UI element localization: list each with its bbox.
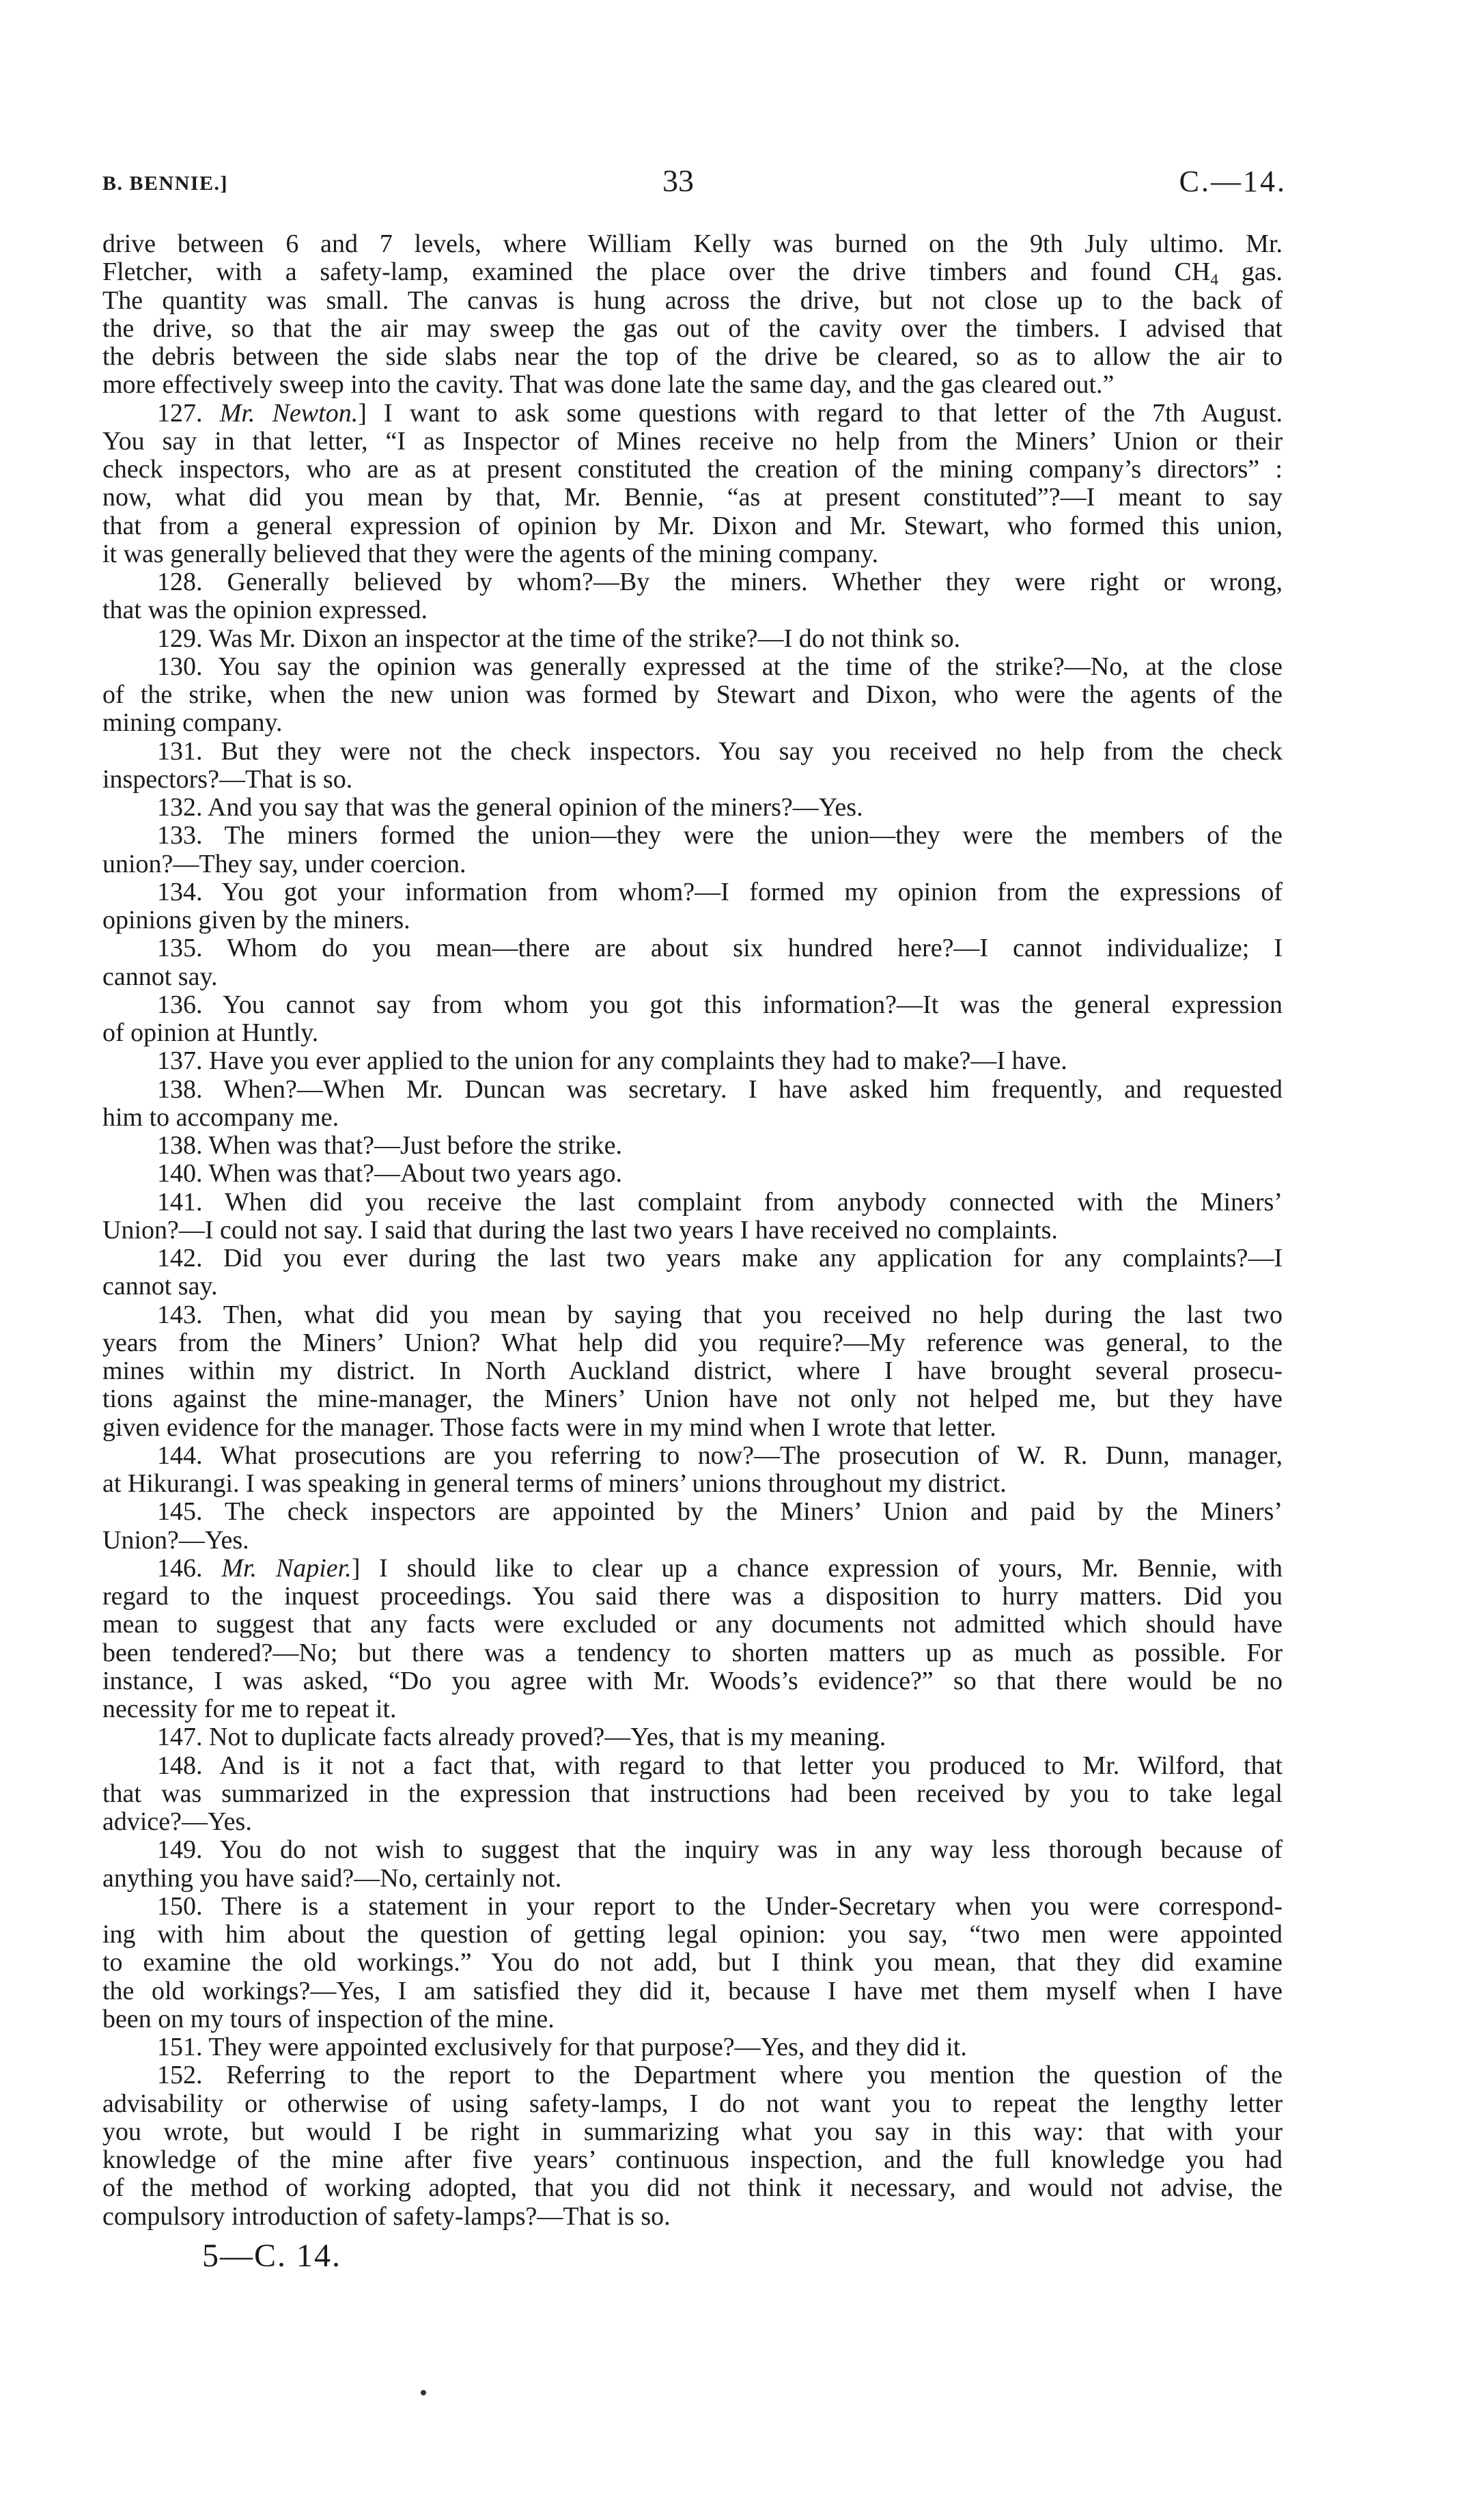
text-line: 130. You say the opinion was generally expressed at the time of the strike?—No, at the close (157, 652, 1283, 681)
text-line: check inspectors, who are as at present constituted the creation of the mining company’s directors” : (102, 456, 1283, 484)
text-line: 136. You cannot say from whom you got this information?—It was the general expression (157, 990, 1283, 1019)
text-line: him to accompany me. (102, 1103, 339, 1132)
text-line: 141. When did you receive the last complaint from anybody connected with the Miners’ (157, 1188, 1283, 1216)
text-line: Union?—Yes. (102, 1526, 249, 1555)
text-line: The quantity was small. The canvas is hung across the drive, but not close up to the back of (102, 286, 1283, 315)
text-line: of opinion at Huntly. (102, 1019, 319, 1047)
text-line: Union?—I could not say. I said that during the last two years I have received no complaints. (102, 1216, 1058, 1244)
text-line: now, what did you mean by that, Mr. Bennie, “as at present constituted”?—I meant to say (102, 484, 1283, 512)
body-text (102, 230, 1283, 2231)
text-line: 132. And you say that was the general opinion of the miners?—Yes. (157, 794, 863, 822)
text-line: compulsory introduction of safety-lamps?—That is so. (102, 2202, 671, 2231)
text-line: 150. There is a statement in your report to the Under-Secretary when you were correspond- (157, 1892, 1283, 1921)
text-line (102, 258, 1283, 286)
text-line: of the method of working adopted, that you did not think it necessary, and would not advise, the (102, 2174, 1283, 2203)
text-line: ing with him about the question of getting legal opinion: you say, “two men were appointed (102, 1921, 1283, 1949)
text-line: 140. When was that?—About two years ago. (157, 1160, 623, 1188)
text-line: years from the Miners’ Union? What help did you require?—My reference was general, to the (102, 1329, 1283, 1357)
paragraph (102, 1160, 1283, 1188)
text-line: anything you have said?—No, certainly not. (102, 1864, 562, 1893)
paragraph (102, 822, 1283, 878)
running-head-witness: B. BENNIE.] (102, 172, 229, 195)
paragraph (102, 1132, 1283, 1160)
paragraph (102, 738, 1283, 794)
paragraph (102, 1836, 1283, 1893)
text-line: been tendered?—No; but there was a tendency to shorten matters up as much as possible. For (102, 1639, 1283, 1667)
text-line: been on my tours of inspection of the mine. (102, 2005, 555, 2033)
page-number: 33 (662, 163, 694, 198)
text-line: opinions given by the miners. (102, 906, 410, 934)
text-line: that from a general expression of opinion by Mr. Dixon and Mr. Stewart, who formed this union, (102, 512, 1283, 540)
text-line: advisability or otherwise of using safety-lamps, I do not want you to repeat the lengthy letter (102, 2089, 1283, 2118)
text-line: the drive, so that the air may sweep the gas out of the cavity over the timbers. I advised that (102, 314, 1283, 343)
paragraph (102, 400, 1283, 569)
text-line: the old workings?—Yes, I am satisfied they did it, because I have met them myself when I have (102, 1977, 1283, 2005)
text-line: more effectively sweep into the cavity. That was done late the same day, and the gas cleared out.” (102, 371, 1115, 400)
paragraph (102, 1301, 1283, 1442)
paragraph (102, 1498, 1283, 1555)
paragraph (102, 1047, 1283, 1075)
paragraph (102, 653, 1283, 738)
text-line: 145. The check inspectors are appointed by the Miners’ Union and paid by the Miners’ (157, 1498, 1283, 1527)
text-line: 143. Then, what did you mean by saying that you received no help during the last two (157, 1301, 1283, 1329)
line-segment: 127. (157, 399, 220, 428)
text-line: of the strike, when the new union was formed by Stewart and Dixon, who were the agents of the (102, 681, 1283, 709)
paragraph (102, 1076, 1283, 1132)
text-line: 137. Have you ever applied to the union for any complaints they had to make?—I have. (157, 1047, 1067, 1076)
text-line: 135. Whom do you mean—there are about six hundred here?—I cannot individualize; I (157, 934, 1283, 963)
text-line: 151. They were appointed exclusively for that purpose?—Yes, and they did it. (157, 2033, 967, 2061)
paragraph (102, 934, 1283, 991)
text-line: inspectors?—That is so. (102, 765, 353, 794)
text-line: 128. Generally believed by whom?—By the miners. Whether they were right or wrong, (157, 568, 1283, 596)
paragraph (102, 2061, 1283, 2231)
paragraph (102, 1893, 1283, 2033)
paragraph (102, 1752, 1283, 1837)
text-line: knowledge of the mine after five years’ continuous inspection, and the full knowledge you had (102, 2146, 1283, 2174)
text-line: 152. Referring to the report to the Department where you mention the question of the (157, 2061, 1283, 2090)
paragraph (102, 878, 1283, 935)
text-line: 147. Not to duplicate facts already proved?—Yes, that is my meaning. (157, 1723, 886, 1752)
text-line: necessity for me to repeat it. (102, 1695, 397, 1723)
text-line: that was the opinion expressed. (102, 596, 428, 625)
text-line: You say in that letter, “I as Inspector of Mines receive no help from the Miners’ Union or their (102, 427, 1283, 456)
text-line: that was summarized in the expression that instructions had been received by you to take legal (102, 1779, 1283, 1808)
text-line: mining company. (102, 709, 283, 738)
text-line: 138. When?—When Mr. Duncan was secretary. I have asked him frequently, and requested (157, 1075, 1283, 1104)
line-segment: Fletcher, with a safety-lamp, examined the place over the drive timbers and found CH (102, 258, 1211, 287)
text-line: you wrote, but would I be right in summarizing what you say in this way: that with your (102, 2117, 1283, 2146)
subscript: 4 (1210, 271, 1218, 287)
paragraph (102, 2033, 1283, 2061)
print-speck (421, 2390, 426, 2395)
text-line: mines within my district. In North Auckland district, where I have brought several prosecu- (102, 1357, 1283, 1385)
paragraph (102, 1244, 1283, 1301)
paragraph (102, 794, 1283, 822)
paragraph (102, 568, 1283, 625)
text-line: 133. The miners formed the union—they were the union—they were the members of the (157, 822, 1283, 850)
text-line: cannot say. (102, 962, 218, 991)
line-segment: 146. (157, 1554, 222, 1583)
line-segment: ] I want to ask some questions with regard to that letter of the 7th August. (358, 399, 1283, 428)
text-line: given evidence for the manager. Those facts were in my mind when I wrote that letter. (102, 1413, 996, 1442)
signature-mark: 5—C. 14. (202, 2238, 342, 2274)
text-line: cannot say. (102, 1273, 218, 1301)
speaker-name: Mr. Napier. (221, 1554, 352, 1583)
text-line: regard to the inquest proceedings. You said there was a disposition to hurry matters. Did you (102, 1583, 1283, 1611)
text-line (102, 1555, 1283, 1583)
line-segment: ] I should like to clear up a chance expression of yours, Mr. Bennie, with (351, 1554, 1283, 1583)
paragraph (102, 991, 1283, 1048)
text-line: at Hikurangi. I was speaking in general terms of miners’ unions throughout my district. (102, 1470, 1007, 1498)
text-line: instance, I was asked, “Do you agree with Mr. Woods’s evidence?” so that there would be no (102, 1667, 1283, 1695)
line-segment: gas. (1218, 258, 1283, 287)
text-line: the debris between the side slabs near the top of the drive be cleared, so as to allow the air to (102, 343, 1283, 371)
text-line: 134. You got your information from whom?—I formed my opinion from the expressions of (157, 878, 1283, 906)
text-line: 142. Did you ever during the last two years make any application for any complaints?—I (157, 1244, 1283, 1273)
text-line: 149. You do not wish to suggest that the inquiry was in any way less thorough because of (157, 1836, 1283, 1865)
text-line: 131. But they were not the check inspectors. You say you received no help from the check (157, 737, 1283, 766)
paragraph (102, 1723, 1283, 1751)
text-line: 148. And is it not a fact that, with regard to that letter you produced to Mr. Wilford, that (157, 1751, 1283, 1780)
text-line: mean to suggest that any facts were excluded or any documents not admitted which should have (102, 1611, 1283, 1639)
text-line: it was generally believed that they were the agents of the mining company. (102, 540, 879, 568)
paragraph (102, 1442, 1283, 1499)
text-line: 129. Was Mr. Dixon an inspector at the time of the strike?—I do not think so. (157, 624, 961, 653)
text-line: 144. What prosecutions are you referring to now?—The prosecution of W. R. Dunn, manager, (157, 1441, 1283, 1470)
text-line: tions against the mine-manager, the Miners’ Union have not only not helped me, but they have (102, 1385, 1283, 1414)
paragraph (102, 625, 1283, 653)
text-line: union?—They say, under coercion. (102, 850, 466, 878)
paragraph (102, 230, 1283, 400)
text-line: to examine the old workings.” You do not add, but I think you mean, that they did examine (102, 1949, 1283, 1977)
document-reference: C.—14. (1179, 165, 1287, 198)
text-line: drive between 6 and 7 levels, where William Kelly was burned on the 9th July ultimo. Mr. (102, 230, 1283, 258)
text-line: 138. When was that?—Just before the strike. (157, 1132, 623, 1160)
text-line (102, 400, 1283, 428)
paragraph (102, 1188, 1283, 1245)
paragraph (102, 1555, 1283, 1724)
speaker-name: Mr. Newton. (219, 399, 359, 428)
text-line: advice?—Yes. (102, 1808, 252, 1836)
